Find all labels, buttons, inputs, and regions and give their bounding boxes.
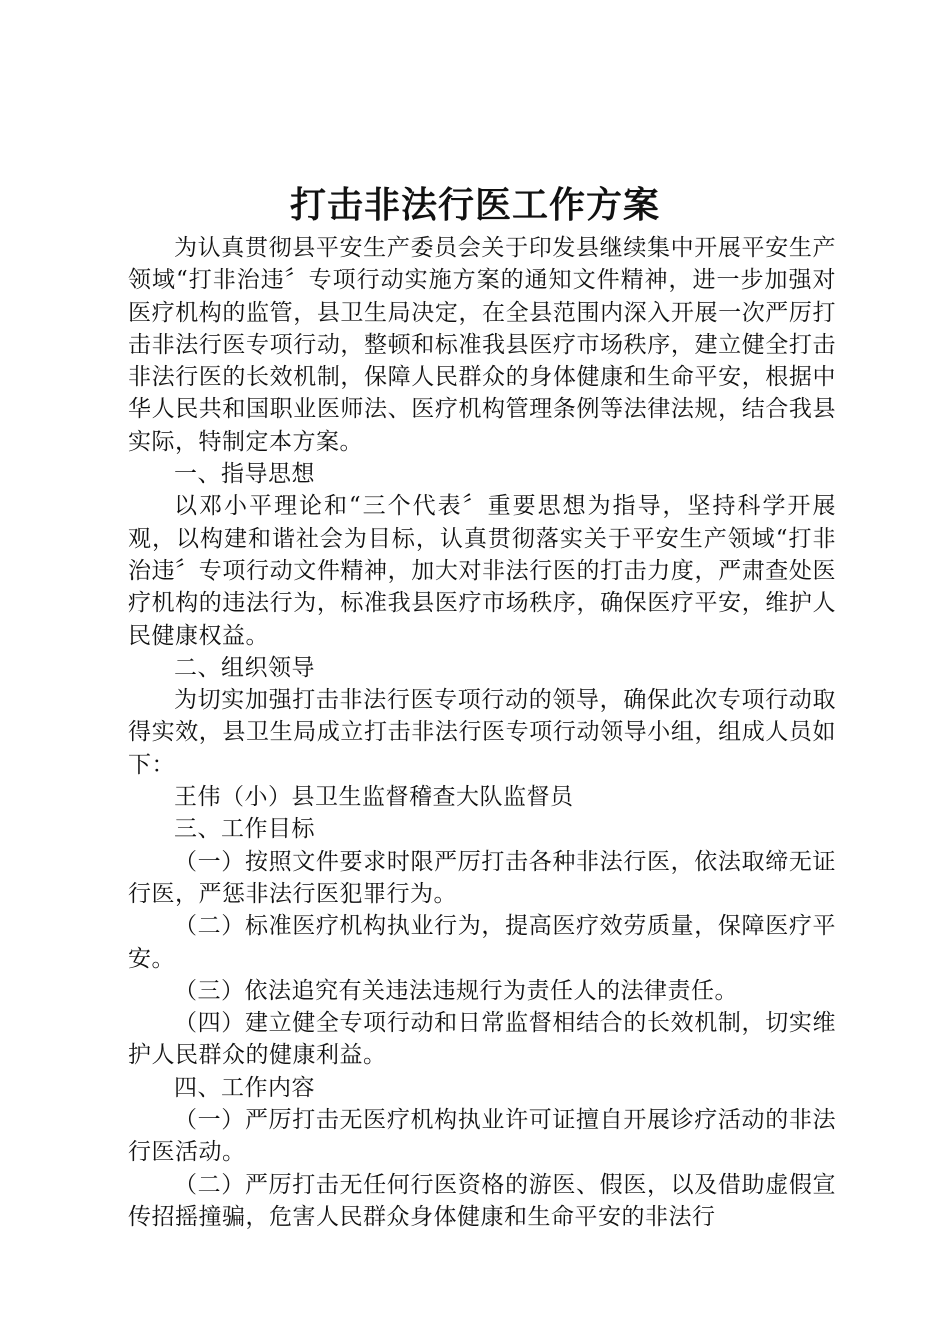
work-goal-item: （二）标准医疗机构执业行为，提高医疗效劳质量，保障医疗平安。: [128, 913, 836, 972]
section-heading-work-goals: 三、工作目标: [174, 816, 315, 843]
work-content-item: （二）严厉打击无任何行医资格的游医、假医，以及借助虚假宣传招摇撞骗，危害人民群众身体健康和生命平安的非法行: [128, 1171, 836, 1230]
section-heading-organization: 二、组织领导: [174, 654, 315, 681]
section-heading-guiding-ideology: 一、指导思想: [174, 461, 315, 488]
work-goal-item: （一）按照文件要求时限严厉打击各种非法行医，依法取缔无证行医，严惩非法行医犯罪行为。: [128, 848, 836, 907]
member-line: 王伟（小）县卫生监督稽查大队监督员: [174, 784, 574, 811]
document-body: [128, 232, 836, 1233]
guiding-ideology-paragraph: 以邓小平理论和“三个代表〞重要思想为指导，坚持科学开展观，以构建和谐社会为目标，认真贯彻落实关于平安生产领域“打非治违〞专项行动文件精神，加大对非法行医的打击力度，严肃查处医疗机构的违法行为，标准我县医疗市场秩序，确保医疗平安，维护人民健康权益。: [128, 493, 836, 649]
section-heading-work-content: 四、工作内容: [174, 1074, 315, 1101]
organization-paragraph: 为切实加强打击非法行医专项行动的领导，确保此次专项行动取得实效，县卫生局成立打击非法行医专项行动领导小组，组成人员如下：: [128, 687, 836, 778]
intro-paragraph: 为认真贯彻县平安生产委员会关于印发县继续集中开展平安生产领域“打非治违〞专项行动实施方案的通知文件精神，进一步加强对医疗机构的监管，县卫生局决定，在全县范围内深入开展一次严厉打击非法行医专项行动，整顿和标准我县医疗市场秩序，建立健全打击非法行医的长效机制，保障人民群众的身体健康和生命平安，根据中华人民共和国职业医师法、医疗机构管理条例等法律法规，结合我县实际，特制定本方案。: [128, 235, 836, 455]
work-goal-item: （四）建立健全专项行动和日常监督相结合的长效机制，切实维护人民群众的健康利益。: [128, 1010, 836, 1069]
work-goal-item: （三）依法追究有关违法违规行为责任人的法律责任。: [174, 977, 738, 1004]
document-title: 打击非法行医工作方案: [289, 185, 660, 226]
work-content-item: （一）严厉打击无医疗机构执业许可证擅自开展诊疗活动的非法行医活动。: [128, 1107, 836, 1166]
